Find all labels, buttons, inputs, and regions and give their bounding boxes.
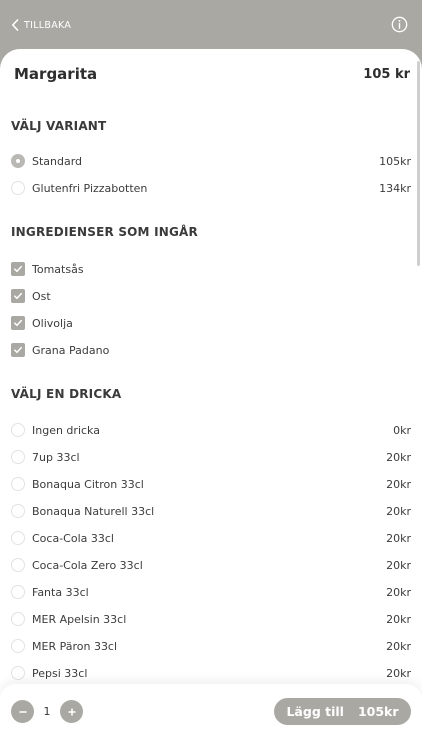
ingredient-label: Grana Padano <box>32 343 110 357</box>
drink-price: 20kr <box>386 504 411 518</box>
drink-label: Bonaqua Naturell 33cl <box>32 504 155 518</box>
variant-price: 134kr <box>379 181 411 195</box>
order-footer <box>0 684 422 750</box>
radio-button[interactable] <box>11 423 25 437</box>
section-title-variant: VÄLJ VARIANT <box>11 119 107 133</box>
variant-price: 105kr <box>379 154 411 168</box>
drink-label: Pepsi 33cl <box>32 666 88 680</box>
radio-button[interactable] <box>11 181 25 195</box>
drink-option[interactable] <box>11 420 411 440</box>
plus-icon <box>67 707 77 717</box>
section-title-drink: VÄLJ EN DRICKA <box>11 387 122 401</box>
checkmark-icon <box>13 318 23 328</box>
drink-option[interactable] <box>11 447 411 467</box>
drink-price: 20kr <box>386 558 411 572</box>
radio-button[interactable] <box>11 154 25 168</box>
drink-label: Coca-Cola 33cl <box>32 531 114 545</box>
ingredient-item[interactable] <box>11 340 411 360</box>
back-label: TILLBAKA <box>24 19 72 31</box>
radio-button[interactable] <box>11 612 25 626</box>
variant-option[interactable] <box>11 151 411 171</box>
drink-option[interactable] <box>11 474 411 494</box>
drink-label: Fanta 33cl <box>32 585 89 599</box>
checkbox[interactable] <box>11 316 25 330</box>
checkbox[interactable] <box>11 343 25 357</box>
variant-label: Standard <box>32 154 83 168</box>
checkmark-icon <box>13 264 23 274</box>
increase-button[interactable] <box>60 700 83 723</box>
drink-label: Bonaqua Citron 33cl <box>32 477 144 491</box>
product-name: Margarita <box>14 65 98 83</box>
checkbox[interactable] <box>11 262 25 276</box>
minus-icon <box>18 707 28 717</box>
product-header <box>14 65 410 83</box>
drink-option[interactable] <box>11 528 411 548</box>
variant-option[interactable] <box>11 178 411 198</box>
radio-button[interactable] <box>11 450 25 464</box>
drink-price: 20kr <box>386 666 411 680</box>
drink-price: 0kr <box>393 423 411 437</box>
drink-price: 20kr <box>386 612 411 626</box>
add-button-price: 105kr <box>357 704 399 719</box>
radio-button[interactable] <box>11 558 25 572</box>
drink-price: 20kr <box>386 450 411 464</box>
checkbox[interactable] <box>11 289 25 303</box>
ingredient-item[interactable] <box>11 259 411 279</box>
drink-label: Coca-Cola Zero 33cl <box>32 558 143 572</box>
drink-option[interactable] <box>11 636 411 656</box>
radio-button[interactable] <box>11 585 25 599</box>
drink-price: 20kr <box>386 639 411 653</box>
drink-label: Ingen dricka <box>32 423 100 437</box>
scrollbar[interactable] <box>417 61 420 266</box>
radio-button[interactable] <box>11 504 25 518</box>
checkmark-icon <box>13 345 23 355</box>
add-to-cart-button[interactable] <box>274 698 411 725</box>
drink-option[interactable] <box>11 609 411 629</box>
info-icon[interactable] <box>391 16 408 33</box>
decrease-button[interactable] <box>11 700 34 723</box>
drink-option[interactable] <box>11 555 411 575</box>
drink-option[interactable] <box>11 582 411 602</box>
drink-price: 20kr <box>386 477 411 491</box>
drink-label: 7up 33cl <box>32 450 80 464</box>
add-button-label: Lägg till <box>286 704 344 719</box>
variant-label: Glutenfri Pizzabotten <box>32 181 148 195</box>
ingredient-item[interactable] <box>11 313 411 333</box>
drink-label: MER Päron 33cl <box>32 639 118 653</box>
ingredient-item[interactable] <box>11 286 411 306</box>
product-price: 105 kr <box>363 66 410 82</box>
checkmark-icon <box>13 291 23 301</box>
drink-label: MER Apelsin 33cl <box>32 612 127 626</box>
drink-price: 20kr <box>386 531 411 545</box>
radio-button[interactable] <box>11 531 25 545</box>
product-sheet <box>0 49 422 750</box>
section-title-ingredients: INGREDIENSER SOM INGÅR <box>11 225 198 239</box>
back-button[interactable] <box>11 18 71 32</box>
quantity-value: 1 <box>43 705 51 718</box>
quantity-stepper <box>11 700 83 723</box>
radio-button[interactable] <box>11 666 25 680</box>
radio-button[interactable] <box>11 639 25 653</box>
ingredient-label: Olivolja <box>32 316 73 330</box>
drink-option[interactable] <box>11 663 411 683</box>
chevron-left-icon <box>11 19 19 31</box>
radio-button[interactable] <box>11 477 25 491</box>
ingredient-label: Tomatsås <box>32 262 84 276</box>
drink-option[interactable] <box>11 501 411 521</box>
ingredient-label: Ost <box>32 289 51 303</box>
drink-price: 20kr <box>386 585 411 599</box>
